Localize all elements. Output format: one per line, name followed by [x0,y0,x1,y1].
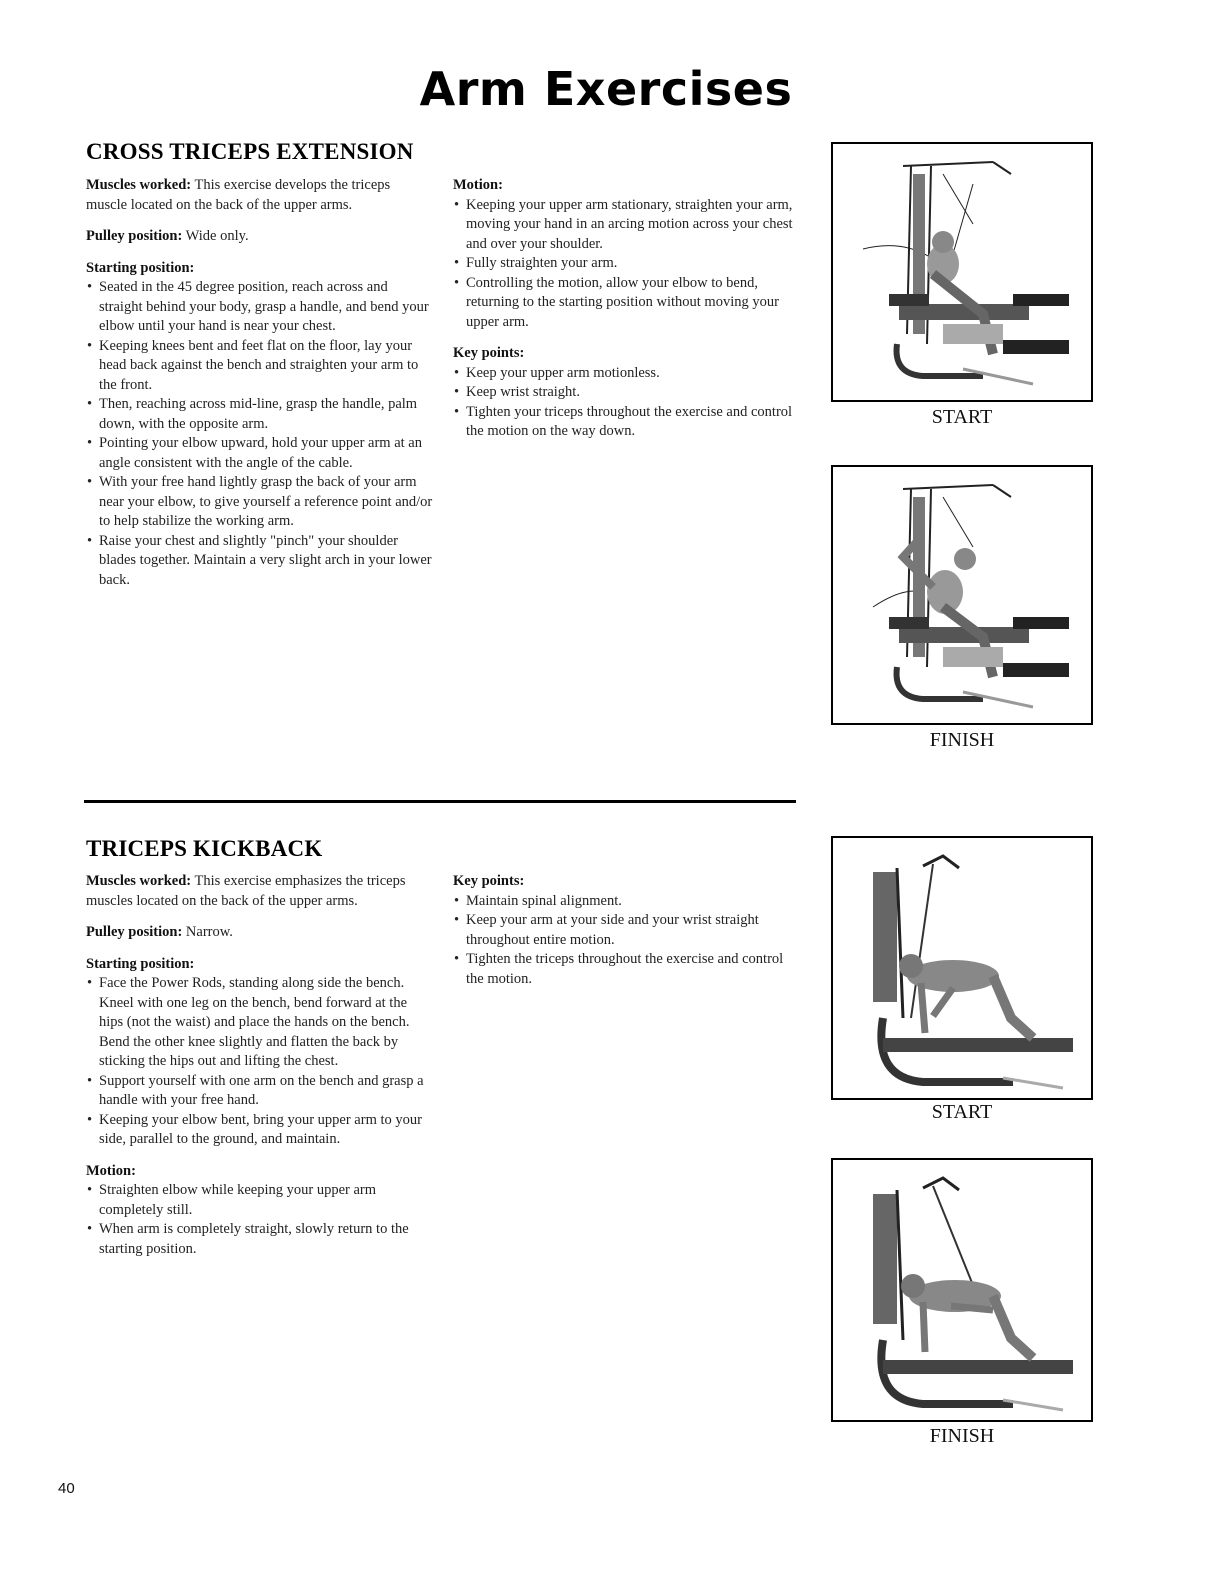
triceps-kickback-finish-illustration [831,1158,1093,1422]
list-item: • Face the Power Rods, standing along side the bench. Kneel with one leg on the bench, bend forward at the hips (not the waist) and place the hands on the bench. Bend the other knee slightly and flatten the back by sticking the hips out and lifting the chest. [86,974,434,1072]
list-item: • Keeping your upper arm stationary, straighten your arm, moving your hand in an arcing motion across your chest and over your shoulder. [453,196,803,255]
triceps-kickback-start-illustration [831,836,1093,1100]
cross-triceps-finish-illustration [831,465,1093,725]
list-item: • Keep wrist straight. [453,383,803,403]
section1-left-column [86,176,434,590]
muscles-worked-label: Muscles worked: [86,873,192,889]
muscles-worked-text: This exercise develops the triceps muscle located on the back of the upper arms. [86,177,391,213]
list-item: • Then, reaching across mid-line, grasp the handle, palm down, with the opposite arm. [86,395,434,434]
list-item: • Keeping your elbow bent, bring your upper arm to your side, parallel to the ground, and maintain. [86,1111,434,1150]
home-gym-kneeling-illustration [833,838,1091,1098]
list-item: • Keep your arm at your side and your wrist straight throughout entire motion. [453,911,803,950]
pulley-position-text: Wide only. [185,228,249,244]
caption-finish: FINISH [929,729,995,751]
starting-position-list [86,278,434,590]
list-item: • Raise your chest and slightly "pinch" your shoulder blades together. Maintain a very slight arch in your lower back. [86,532,434,591]
list-item: • Pointing your elbow upward, hold your upper arm at an angle consistent with the angle of the cable. [86,434,434,473]
page-title: Arm Exercises [419,62,793,116]
home-gym-kneeling-illustration [833,1160,1091,1420]
caption-start: START [931,406,993,428]
starting-position-heading: Starting position: [86,955,195,972]
pulley-position-label: Pulley position: [86,924,183,940]
pulley-position-paragraph [86,227,434,247]
list-item: • Straighten elbow while keeping your upper arm completely still. [86,1181,434,1220]
list-item: • Tighten the triceps throughout the exercise and control the motion. [453,950,803,989]
section2-left-column [86,872,434,1259]
list-item: • Tighten your triceps throughout the exercise and control the motion on the way down. [453,403,803,442]
list-item: • Controlling the motion, allow your elbow to bend, returning to the starting position without moving your upper arm. [453,274,803,333]
list-item: • Keeping knees bent and feet flat on the floor, lay your head back against the bench and straighten your arm to the front. [86,337,434,396]
cross-triceps-start-illustration [831,142,1093,402]
muscles-worked-paragraph [86,176,434,215]
motion-list [86,1181,434,1259]
starting-position-heading: Starting position: [86,259,195,276]
section2-right-column [453,872,803,989]
starting-position-list [86,974,434,1150]
section-title-triceps-kickback: TRICEPS KICKBACK [86,836,323,861]
caption-start: START [931,1101,993,1123]
motion-list [453,196,803,333]
pulley-position-text: Narrow. [185,924,233,940]
list-item: • Maintain spinal alignment. [453,892,803,912]
key-points-list [453,364,803,442]
motion-heading: Motion: [453,177,503,193]
list-item: • Seated in the 45 degree position, reach across and straight behind your body, grasp a handle, and bend your elbow until your hand is near your chest. [86,278,434,337]
home-gym-seated-illustration [833,467,1091,723]
list-item: • Fully straighten your arm. [453,254,803,274]
pulley-position-label: Pulley position: [86,228,183,244]
page-number: 40 [58,1480,75,1497]
list-item: • Support yourself with one arm on the bench and grasp a handle with your free hand. [86,1072,434,1111]
section1-right-column [453,176,803,442]
pulley-position-paragraph [86,923,434,943]
motion-heading: Motion: [86,1162,136,1179]
key-points-heading: Key points: [453,345,525,361]
section-divider [84,800,796,803]
list-item: • When arm is completely straight, slowly return to the starting position. [86,1220,434,1259]
home-gym-seated-illustration [833,144,1091,400]
muscles-worked-text: This exercise emphasizes the triceps muscles located on the back of the upper arms. [86,873,406,909]
muscles-worked-paragraph [86,872,434,911]
muscles-worked-label: Muscles worked: [86,177,192,193]
caption-finish: FINISH [929,1425,995,1447]
section-title-cross-triceps: CROSS TRICEPS EXTENSION [86,139,414,164]
list-item: • With your free hand lightly grasp the back of your arm near your elbow, to give yourself a reference point and/or to help stabilize the working arm. [86,473,434,532]
key-points-heading: Key points: [453,873,525,889]
list-item: • Keep your upper arm motionless. [453,364,803,384]
key-points-list [453,892,803,990]
